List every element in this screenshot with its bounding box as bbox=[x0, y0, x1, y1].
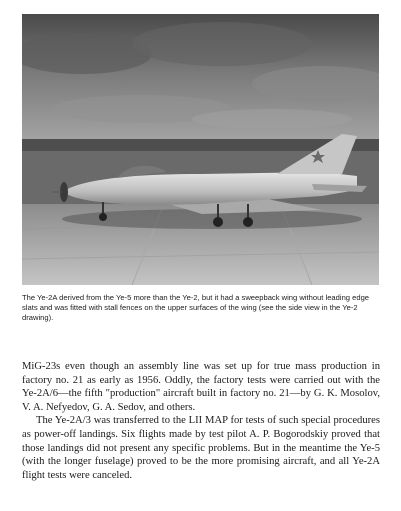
body-text bbox=[22, 360, 380, 482]
aircraft-photo bbox=[22, 14, 379, 285]
photo-caption: The Ye-2A derived from the Ye-5 more than the Ye-2, but it had a sweepback wing without leading edge slats and was fitted with stall fences on the upper surfaces of the wing (see the side view in the Ye-2 drawing). bbox=[22, 293, 370, 322]
body-paragraph-2: The Ye-2A/3 was transferred to the LII MAP for tests of such special procedures as power-off landings. Six flights made by test pilot A. P. Bogorodskiy proved that those landings did not present any specific problems. But in the meantime the Ye-5 (with the longer fuselage) proved to be the more promising aircraft, and all Ye-2A flight tests were canceled. bbox=[22, 415, 380, 481]
aircraft-photo-image bbox=[22, 14, 379, 285]
body-paragraph-1: MiG-23s even though an assembly line was set up for true mass production in factory no. 21 as early as 1956. Oddly, the factory tests were carried out with the Ye-2A/6—the fifth "production" aircraft built in factory no. 21—by G. K. Mosolov, V. A. Nefyedov, G. A. Sedov, and others. bbox=[22, 361, 380, 413]
